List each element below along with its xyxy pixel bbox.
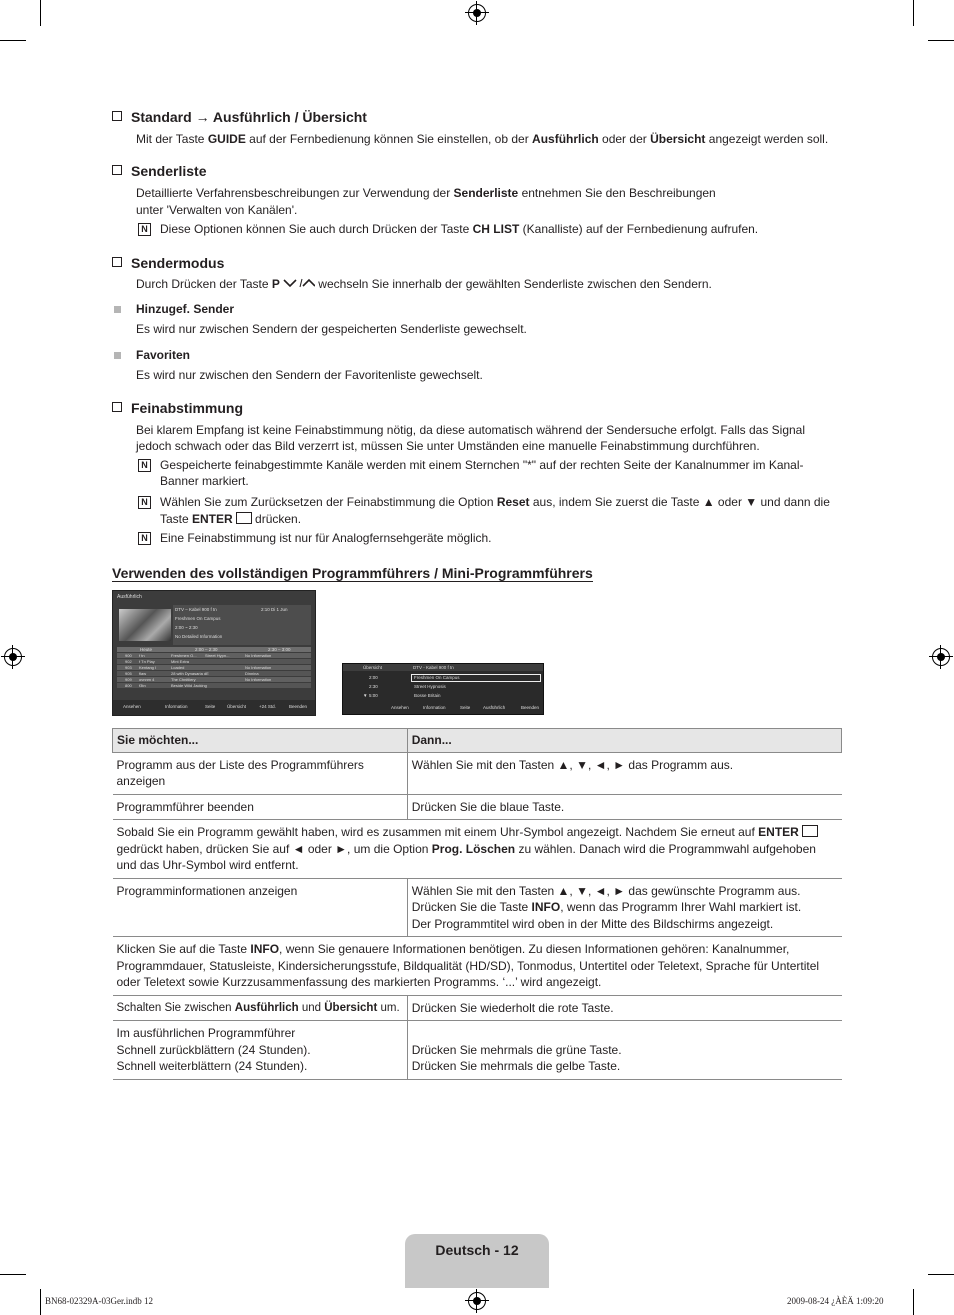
table-row [113,752,842,794]
table-cell: Schalten Sie zwischen Ausführlich und Übersicht um. [113,995,408,1021]
crop-mark [40,1289,41,1315]
screen1-title: Ausführlich [117,594,142,600]
footer-seite: Seite [205,704,216,709]
grid-cell-p3: Dinnina [245,671,259,676]
row-program: Freshmen On Campus [414,675,460,680]
table-cell: Programmführer beenden [113,794,408,820]
crop-mark [0,40,26,41]
grid-cell-ch: 905 [125,671,132,676]
grid-col-time2: 2:30 – 3:00 [268,647,291,652]
grid-cell-name: Kentang I [139,665,157,670]
footer-information: Information [165,704,188,709]
grid-cell-name: f Tn Play [139,659,155,664]
guide-table [112,728,842,1080]
table-cell: Sobald Sie ein Programm gewählt haben, wird es zusammen mit einem Uhr-Symbol angezeigt. Nachdem Sie erneut auf ENTER gedrückt haben, drücken Sie auf ◄ oder ►, um die Option Prog. Löschen zu wählen. Danach wird die Programmwahl aufgehoben und das Uhr-Symbol wird entfernt. [113,820,842,879]
feinabstimmung-line2: jedoch schwach oder das Bild verzerrt ist, müssen Sie unter Umständen eine manuelle Feinabstimmung durchführen. [136,439,760,453]
grid-cell-p1: The Chnitliery [171,677,196,682]
crop-mark [928,1274,954,1275]
grid-cell-name: ovnnm 4 [139,677,155,682]
square-bullet-icon [114,306,121,313]
footer-beenden: Beenden [521,705,540,710]
table-cell: Programm aus der Liste des Programmführers anzeigen [113,752,408,794]
grid-cell-p1: Loaded [171,665,185,670]
senderliste-line1: Detaillierte Verfahrensbeschreibungen zur Verwendung der Senderliste entnehmen Sie den Beschreibungen [136,186,716,200]
grid-col-time1: 2:00 – 2:30 [195,647,218,652]
footer-seite: Seite [460,705,471,710]
registration-mark-icon [4,648,22,666]
grid-cell-p1: Beside Wild Jacking [171,683,207,688]
grid-cell-name: flaw [139,671,147,676]
registration-mark-icon [468,1292,486,1310]
feinabstimmung-line1: Bei klarem Empfang ist keine Feinabstimmung nötig, da diese automatisch während der Sendersuche erfolgt. Falls das Signal [136,423,806,437]
senderliste-note: Diese Optionen können Sie auch durch Drücken der Taste CH LIST (Kanalliste) auf der Fernbedienung aufrufen. [160,222,759,236]
table-cell: Drücken Sie mehrmals die grüne Taste. Drücken Sie mehrmals die gelbe Taste. [407,1021,841,1080]
table-row [113,1021,842,1080]
enter-icon [802,825,818,837]
table-cell: Wählen Sie mit den Tasten ▲, ▼, ◄, ► das gewünschte Programm aus. Drücken Sie die Taste INFO, wenn das Programm Ihrer Wahl markiert ist. Der Programmtitel wird oben in der Mitte des Bildschirms angezeigt. [407,878,841,937]
table-row [113,820,842,879]
info-channel: DTV – Kabel 900 f tn [175,607,217,612]
registration-mark-icon [468,4,486,22]
screen2-title: Übersicht [363,665,383,670]
feinabstimmung-note1-line1: Gespeicherte feinabgestimmte Kanäle werden mit einem Sternchen "*" auf der rechten Seite der Kanalnummer im Kanal- [160,458,804,472]
feinabstimmung-note2-line2: Taste ENTER drücken. [160,512,302,526]
footer-ausfuehrlich: Ausführlich [483,705,506,710]
footer-ansehen: Ansehen [123,704,141,709]
crop-mark [0,1274,26,1275]
footer-beenden: Beenden [289,704,308,709]
table-row [113,995,842,1021]
footer-ansehen: Ansehen [391,705,409,710]
page-number: Deutsch - 12 [435,1242,519,1258]
square-bullet-icon [114,352,121,359]
grid-cell-p1: Freshmen O... [171,653,197,658]
senderliste-line2: unter 'Verwalten von Kanälen'. [136,203,298,217]
info-detail: No Detailed Information [175,634,223,639]
table-cell: Drücken Sie die blaue Taste. [407,794,841,820]
row-time: 2:00 [369,675,378,680]
row-program: Bosse Britain [414,693,441,698]
table-row [113,878,842,937]
scroll-down-icon: ▼ [363,693,368,698]
table-cell: Drücken Sie wiederholt die rote Taste. [407,995,841,1021]
guide-screenshot-ausfuehrlich [112,590,316,716]
footer-information: Information [423,705,446,710]
grid-cell-ch: 902 [125,659,132,664]
row-program: Street Hypnosis [414,684,446,689]
note-icon: N [138,459,151,472]
note-icon: N [138,223,151,236]
enter-icon [236,512,252,524]
channel-up-down-icon [283,278,315,288]
crop-mark [40,0,41,26]
subheading-favoriten: Favoriten [136,348,191,362]
table-row [113,794,842,820]
table-header-cell: Dann... [407,729,841,753]
section-title-feinabstimmung: Feinabstimmung [112,400,243,416]
table-row [113,937,842,996]
sendermodus-body: Durch Drücken der Taste P wechseln Sie innerhalb der gewählten Senderliste zwischen den Sendern. [136,277,712,291]
grid-cell-name: f3tn [139,683,146,688]
guide-screenshot-uebersicht [342,663,544,715]
grid-cell-ch: 900 [125,653,132,658]
row-time: 2:30 [369,684,378,689]
grid-cell-p1: 28 with Dynasaria dE [171,671,209,676]
section-title-senderliste: Senderliste [112,163,206,179]
guide-heading: Verwenden des vollständigen Programmführers / Mini-Programmführers [112,565,593,581]
info-duration: 2:00 ~ 2:30 [175,625,198,630]
grid-col-today: Heute [140,647,153,652]
grid-row [117,683,311,688]
grid-cell-ch: 800 [125,683,132,688]
crop-mark [913,0,914,26]
favoriten-body: Es wird nur zwischen den Sendern der Favoritenliste gewechselt. [136,368,483,382]
subheading-hinzugef-sender: Hinzugef. Sender [136,302,235,316]
table-cell: Programminformationen anzeigen [113,878,408,937]
grid-cell-p3: No Information [245,665,272,670]
grid-cell-name: f tn [139,653,145,658]
section-title-standard: Standard → Ausführlich / Übersicht [112,109,367,125]
crop-mark [928,40,954,41]
note-icon: N [138,496,151,509]
hinzugef-sender-body: Es wird nur zwischen Sendern der gespeicherten Senderliste gewechselt. [136,322,527,336]
grid-cell-p3: No Information [245,677,272,682]
feinabstimmung-note3: Eine Feinabstimmung ist nur für Analogfernsehgeräte möglich. [160,531,492,545]
footer-24h: +24 Std. [259,704,276,709]
table-header-cell: Sie möchten... [113,729,408,753]
preview-image [119,609,171,641]
section-title-sendermodus: Sendermodus [112,255,224,271]
grid-cell-p2: Street Hypn... [205,653,230,658]
table-header-row [113,729,842,753]
registration-mark-icon [932,648,950,666]
checkbox-bullet-icon [112,111,122,121]
grid-cell-ch: 909 [125,677,132,682]
screen2-channel: DTV - Kabel 900 f tn [413,665,454,670]
table-cell: Im ausführlichen Programmführer Schnell zurückblättern (24 Stunden). Schnell weiterblättern (24 Stunden). [113,1021,408,1080]
print-slug-left: BN68-02329A-03Ger.indb 12 [45,1296,153,1306]
crop-mark [913,1289,914,1315]
table-cell: Wählen Sie mit den Tasten ▲, ▼, ◄, ► das Programm aus. [407,752,841,794]
footer-uebersicht: Übersicht [227,704,247,709]
row-time: 5:00 [369,693,378,698]
feinabstimmung-note1-line2: Banner markiert. [160,474,249,488]
table-cell: Klicken Sie auf die Taste INFO, wenn Sie genauere Informationen benötigen. Zu diesen Informationen gehören: Kanalnummer, Programmdauer, Statusleiste, Kindersicherungsstufe, Bildqualität (HD/SD), Tonmodus, Untertitel oder Teletext, Sprache für Untertitel oder Teletext sowie Kurzzusammenfassung des markierten Programms. ‘...’ wird angezeigt. [113,937,842,996]
note-icon: N [138,532,151,545]
checkbox-bullet-icon [112,402,122,412]
info-time: 2:10 Di 1 Jun [261,607,288,612]
grid-cell-p1: Mint Extra [171,659,190,664]
grid-cell-ch: 903 [125,665,132,670]
info-program: Freshmen On Campus [175,616,221,621]
print-slug-right: 2009-08-24 ¿ÀÈÄ 1:09:20 [787,1296,884,1306]
grid-cell-p3: No Information [245,653,272,658]
feinabstimmung-note2-line1: Wählen Sie zum Zurücksetzen der Feinabstimmung die Option Reset aus, indem Sie zuerst die Taste ▲ oder ▼ und dann die [160,495,830,509]
standard-body: Mit der Taste GUIDE auf der Fernbedienung können Sie einstellen, ob der Ausführlich oder der Übersicht angezeigt werden soll. [136,132,829,146]
checkbox-bullet-icon [112,257,122,267]
checkbox-bullet-icon [112,165,122,175]
